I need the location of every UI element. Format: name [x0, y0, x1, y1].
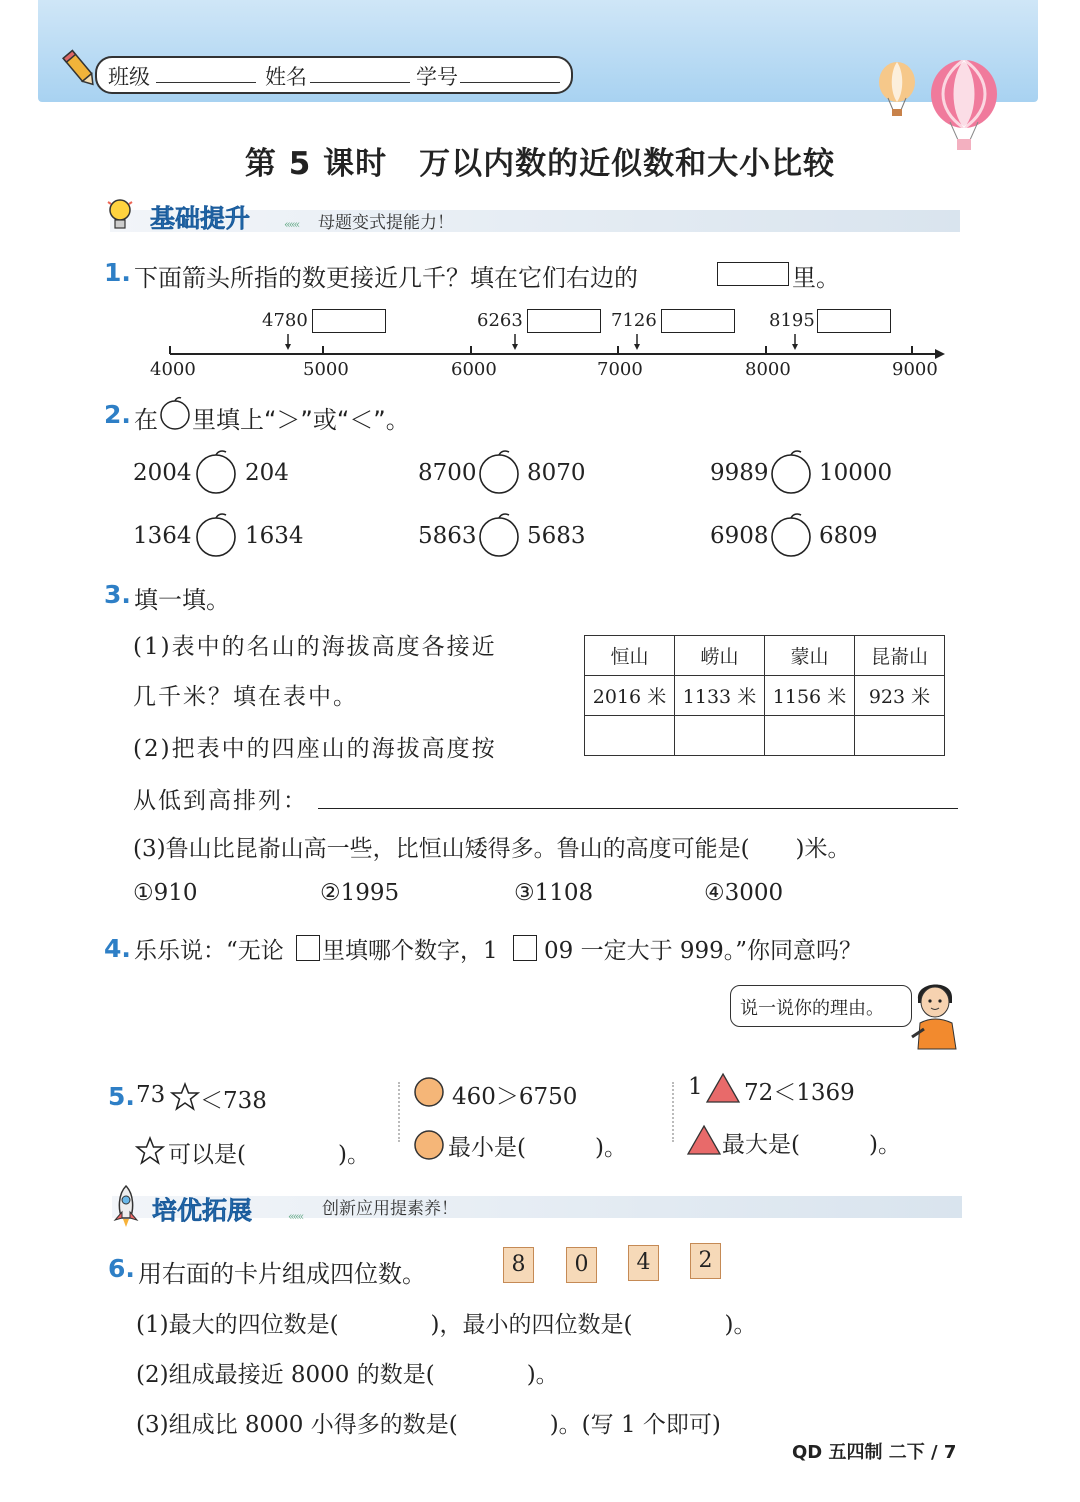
compare-apple-circle[interactable]: [478, 450, 522, 498]
scale-label: 4000: [150, 359, 196, 380]
orange-circle-icon: [413, 1129, 445, 1165]
pencil-icon: [62, 48, 98, 94]
compare-right: 6809: [819, 523, 878, 549]
table-header: 崂山: [675, 636, 765, 676]
chevron-decoration: «««: [284, 218, 299, 231]
pointer-label: 4780: [262, 310, 308, 331]
answer-line[interactable]: [318, 808, 958, 809]
question-text: 用右面的卡片组成四位数。: [138, 1260, 426, 1288]
apple-icon: [158, 396, 192, 434]
id-field[interactable]: [460, 82, 560, 83]
question-number: 3.: [104, 580, 131, 609]
rocket-icon: [110, 1184, 142, 1232]
answer-box[interactable]: [661, 309, 735, 333]
answer-box[interactable]: [527, 309, 601, 333]
question-text-end: 里。: [792, 264, 840, 292]
question-number: 4.: [104, 934, 131, 963]
q5a-answer[interactable]: 可以是( )。: [168, 1142, 370, 1168]
digit-box: [513, 935, 537, 961]
table-header: 昆嵛山: [855, 636, 945, 676]
section-subtitle-extend: 创新应用提素养！: [322, 1199, 458, 1219]
table-answer-cell[interactable]: [855, 716, 945, 756]
q6-part1[interactable]: (1)最大的四位数是( )，最小的四位数是( )。: [136, 1312, 757, 1338]
question-text: 乐乐说：“无论: [134, 938, 284, 964]
scale-label: 7000: [597, 359, 643, 380]
answer-box-sample: [717, 262, 789, 286]
table-cell: 2016 米: [585, 676, 675, 716]
question-number: 1.: [104, 258, 131, 287]
question-text: 里填上“＞”或“＜”。: [192, 406, 410, 434]
compare-left: 8700: [418, 460, 477, 486]
compare-apple-circle[interactable]: [195, 513, 239, 561]
q3-part1-line2: 几千米？填在表中。: [133, 684, 358, 710]
number-card: 8: [503, 1247, 534, 1283]
q5a-left: 73: [136, 1082, 166, 1108]
compare-right: 5683: [527, 523, 586, 549]
table-header: 恒山: [585, 636, 675, 676]
name-field[interactable]: [310, 82, 410, 83]
question-number: 2.: [104, 400, 131, 429]
compare-left: 5863: [418, 523, 477, 549]
answer-box[interactable]: [312, 309, 386, 333]
class-field[interactable]: [156, 82, 256, 83]
id-label: 学号: [416, 65, 458, 89]
name-label: 姓名: [265, 65, 307, 89]
q6-part2[interactable]: (2)组成最接近 8000 的数是( )。: [136, 1362, 559, 1388]
scale-label: 9000: [892, 359, 938, 380]
star-icon: [135, 1136, 165, 1170]
page-title: 第 5 课时 万以内数的近似数和大小比较: [244, 146, 836, 182]
pointer-label: 8195: [769, 310, 815, 331]
compare-right: 10000: [819, 460, 893, 486]
mountain-table: [584, 635, 945, 756]
chevron-decoration: «««: [288, 1210, 303, 1223]
q5b-answer[interactable]: 最小是( )。: [448, 1135, 627, 1161]
section-title-basic: 基础提升: [150, 204, 251, 233]
divider: [398, 1082, 400, 1142]
pointer-label: 7126: [611, 310, 657, 331]
boy-character-icon: [908, 975, 964, 1055]
compare-left: 1364: [133, 523, 192, 549]
question-number: 6.: [108, 1254, 135, 1283]
option[interactable]: ④3000: [704, 880, 784, 906]
question-text: 里填哪个数字，1: [322, 938, 498, 964]
section-title-extend: 培优拓展: [152, 1196, 253, 1225]
table-cell: 923 米: [855, 676, 945, 716]
q3-part1-line1: (1)表中的名山的海拔高度各接近: [133, 634, 497, 660]
table-answer-cell[interactable]: [585, 716, 675, 756]
answer-box[interactable]: [817, 309, 891, 333]
scale-label: 5000: [303, 359, 349, 380]
red-triangle-icon: [686, 1124, 722, 1160]
scale-label: 6000: [451, 359, 497, 380]
number-card: 4: [628, 1245, 659, 1281]
red-triangle-icon: [705, 1072, 741, 1108]
q5c-answer[interactable]: 最大是( )。: [722, 1132, 901, 1158]
compare-left: 9989: [710, 460, 769, 486]
table-answer-cell[interactable]: [765, 716, 855, 756]
compare-right: 8070: [527, 460, 586, 486]
page-footer: QD 五四制 二下 / 7: [792, 1442, 957, 1463]
compare-right: 204: [245, 460, 289, 486]
small-balloon-icon: [876, 62, 918, 122]
question-text: 下面箭头所指的数更接近几千？填在它们右边的: [134, 264, 638, 292]
speech-bubble-text: 说一说你的理由。: [740, 998, 884, 1019]
compare-right: 1634: [245, 523, 304, 549]
q5c-left: 1: [688, 1074, 703, 1100]
star-icon: [170, 1082, 200, 1116]
divider: [672, 1082, 674, 1142]
digit-box: [296, 935, 320, 961]
q5a-right: ＜738: [200, 1088, 267, 1114]
question-text: 填一填。: [134, 586, 230, 614]
table-header: 蒙山: [765, 636, 855, 676]
q5b-right: 460＞6750: [452, 1084, 578, 1110]
compare-apple-circle[interactable]: [195, 450, 239, 498]
option[interactable]: ③1108: [514, 880, 594, 906]
compare-left: 6908: [710, 523, 769, 549]
student-info-pill: [95, 56, 573, 94]
number-card: 0: [566, 1247, 597, 1283]
option[interactable]: ②1995: [320, 880, 400, 906]
compare-apple-circle[interactable]: [770, 513, 814, 561]
q3-part2-line1: (2)把表中的四座山的海拔高度按: [133, 736, 497, 762]
number-card: 2: [690, 1243, 721, 1279]
q6-part3[interactable]: (3)组成比 8000 小得多的数是( )。(写 1 个即可): [136, 1412, 721, 1438]
question-text: 在: [134, 406, 158, 434]
compare-apple-circle[interactable]: [478, 513, 522, 561]
pointer-label: 6263: [477, 310, 523, 331]
lightbulb-icon: [106, 196, 134, 238]
table-cell: 1156 米: [765, 676, 855, 716]
question-text: 09 一定大于 999。”你同意吗？: [544, 938, 863, 964]
question-number: 5.: [108, 1082, 135, 1111]
orange-circle-icon: [413, 1076, 445, 1112]
compare-left: 2004: [133, 460, 192, 486]
q5c-right: 72＜1369: [744, 1080, 855, 1106]
q3-part2-line2: 从低到高排列：: [133, 788, 308, 814]
q3-part3: (3)鲁山比昆嵛山高一些，比恒山矮得多。鲁山的高度可能是( )米。: [133, 836, 851, 862]
class-label: 班级: [108, 65, 150, 89]
scale-label: 8000: [745, 359, 791, 380]
table-cell: 1133 米: [675, 676, 765, 716]
compare-apple-circle[interactable]: [770, 450, 814, 498]
option[interactable]: ①910: [133, 880, 198, 906]
table-answer-cell[interactable]: [675, 716, 765, 756]
section-subtitle-basic: 母题变式提能力！: [318, 213, 454, 233]
